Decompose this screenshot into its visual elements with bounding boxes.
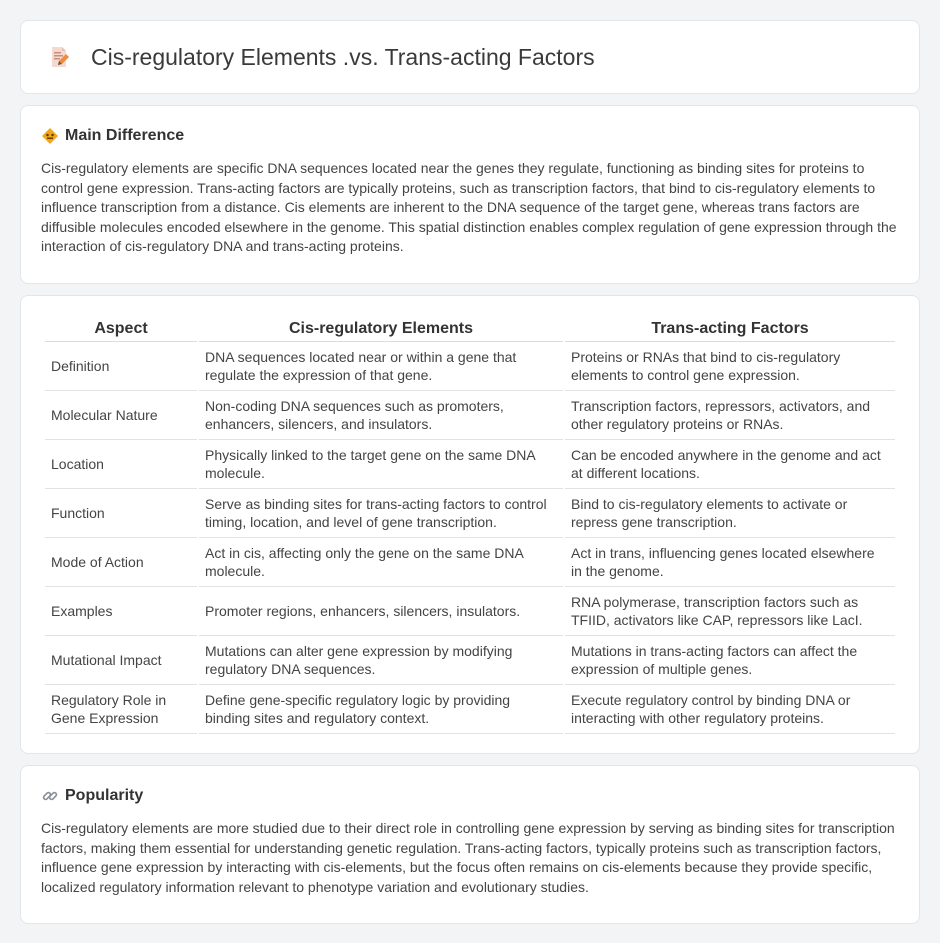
row-cis-value: Define gene-specific regulatory logic by providing binding sites and regulatory context. xyxy=(199,685,563,734)
row-trans-value: Bind to cis-regulatory elements to activate or repress gene transcription. xyxy=(565,489,895,538)
diamond-badge-icon xyxy=(41,127,59,145)
row-trans-value: Proteins or RNAs that bind to cis-regulatory elements to control gene expression. xyxy=(565,342,895,391)
row-cis-value: DNA sequences located near or within a gene that regulate the expression of that gene. xyxy=(199,342,563,391)
main-difference-section xyxy=(20,105,920,284)
popularity-text: Cis-regulatory elements are more studied due to their direct role in controlling gene expression by serving as binding sites for transcription factors, making them essential for understanding genetic regulation. Trans-acting factors, typically proteins such as transcription factors, influence gene expression by interacting with cis-elements, but the focus often remains on cis-elements because they provide specific, localized regulatory information relevant to phenotype variation and evolutionary studies. xyxy=(41,820,895,895)
page-title: Cis-regulatory Elements .vs. Trans-acting Factors xyxy=(91,43,595,70)
row-trans-value: Can be encoded anywhere in the genome and act at different locations. xyxy=(565,440,895,489)
main-difference-text: Cis-regulatory elements are specific DNA sequences located near the genes they regulate, functioning as binding sites for proteins to control gene expression. Trans-acting factors are typically proteins, such as transcription factors, that bind to cis-regulatory elements to influence transcription from a distance. Cis elements are inherent to the DNA sequence of the target gene, whereas trans factors are diffusible molecules encoded elsewhere in the genome. This spatial distinction enables complex regulation of gene expression through the interaction of cis-regulatory DNA and trans-acting proteins. xyxy=(41,160,897,254)
row-aspect: Definition xyxy=(45,342,197,391)
row-aspect: Molecular Nature xyxy=(45,391,197,440)
row-trans-value: RNA polymerase, transcription factors such as TFIID, activators like CAP, repressors like LacI. xyxy=(565,587,895,636)
main-difference-heading-label: Main Difference xyxy=(65,127,185,144)
column-header-trans: Trans-acting Factors xyxy=(565,318,895,342)
column-header-cis: Cis-regulatory Elements xyxy=(199,318,563,342)
page-header xyxy=(20,20,920,94)
popularity-section xyxy=(20,765,920,924)
row-trans-value: Mutations in trans-acting factors can affect the expression of multiple genes. xyxy=(565,636,895,685)
row-aspect: Regulatory Role in Gene Expression xyxy=(45,685,197,734)
popularity-heading-label: Popularity xyxy=(65,787,144,804)
row-cis-value: Act in cis, affecting only the gene on the same DNA molecule. xyxy=(199,538,563,587)
row-cis-value: Promoter regions, enhancers, silencers, insulators. xyxy=(199,587,563,636)
comparison-section xyxy=(20,295,920,754)
row-cis-value: Physically linked to the target gene on the same DNA molecule. xyxy=(199,440,563,489)
table-row xyxy=(45,538,895,587)
row-trans-value: Transcription factors, repressors, activators, and other regulatory proteins or RNAs. xyxy=(565,391,895,440)
table-row xyxy=(45,587,895,636)
table-row xyxy=(45,391,895,440)
table-row xyxy=(45,489,895,538)
row-aspect: Examples xyxy=(45,587,197,636)
table-row xyxy=(45,685,895,734)
row-trans-value: Act in trans, influencing genes located elsewhere in the genome. xyxy=(565,538,895,587)
row-aspect: Mode of Action xyxy=(45,538,197,587)
popularity-heading xyxy=(41,787,899,805)
main-difference-heading xyxy=(41,127,899,145)
table-row xyxy=(45,636,895,685)
row-cis-value: Serve as binding sites for trans-acting factors to control timing, location, and level of gene transcription. xyxy=(199,489,563,538)
table-header-row xyxy=(45,318,895,342)
row-aspect: Mutational Impact xyxy=(45,636,197,685)
document-edit-icon xyxy=(47,45,71,69)
row-cis-value: Mutations can alter gene expression by modifying regulatory DNA sequences. xyxy=(199,636,563,685)
comparison-table xyxy=(43,318,897,734)
table-row xyxy=(45,440,895,489)
row-aspect: Location xyxy=(45,440,197,489)
row-cis-value: Non-coding DNA sequences such as promoters, enhancers, silencers, and insulators. xyxy=(199,391,563,440)
table-row xyxy=(45,342,895,391)
link-icon xyxy=(41,787,59,805)
row-aspect: Function xyxy=(45,489,197,538)
column-header-aspect: Aspect xyxy=(45,318,197,342)
row-trans-value: Execute regulatory control by binding DNA or interacting with other regulatory proteins. xyxy=(565,685,895,734)
